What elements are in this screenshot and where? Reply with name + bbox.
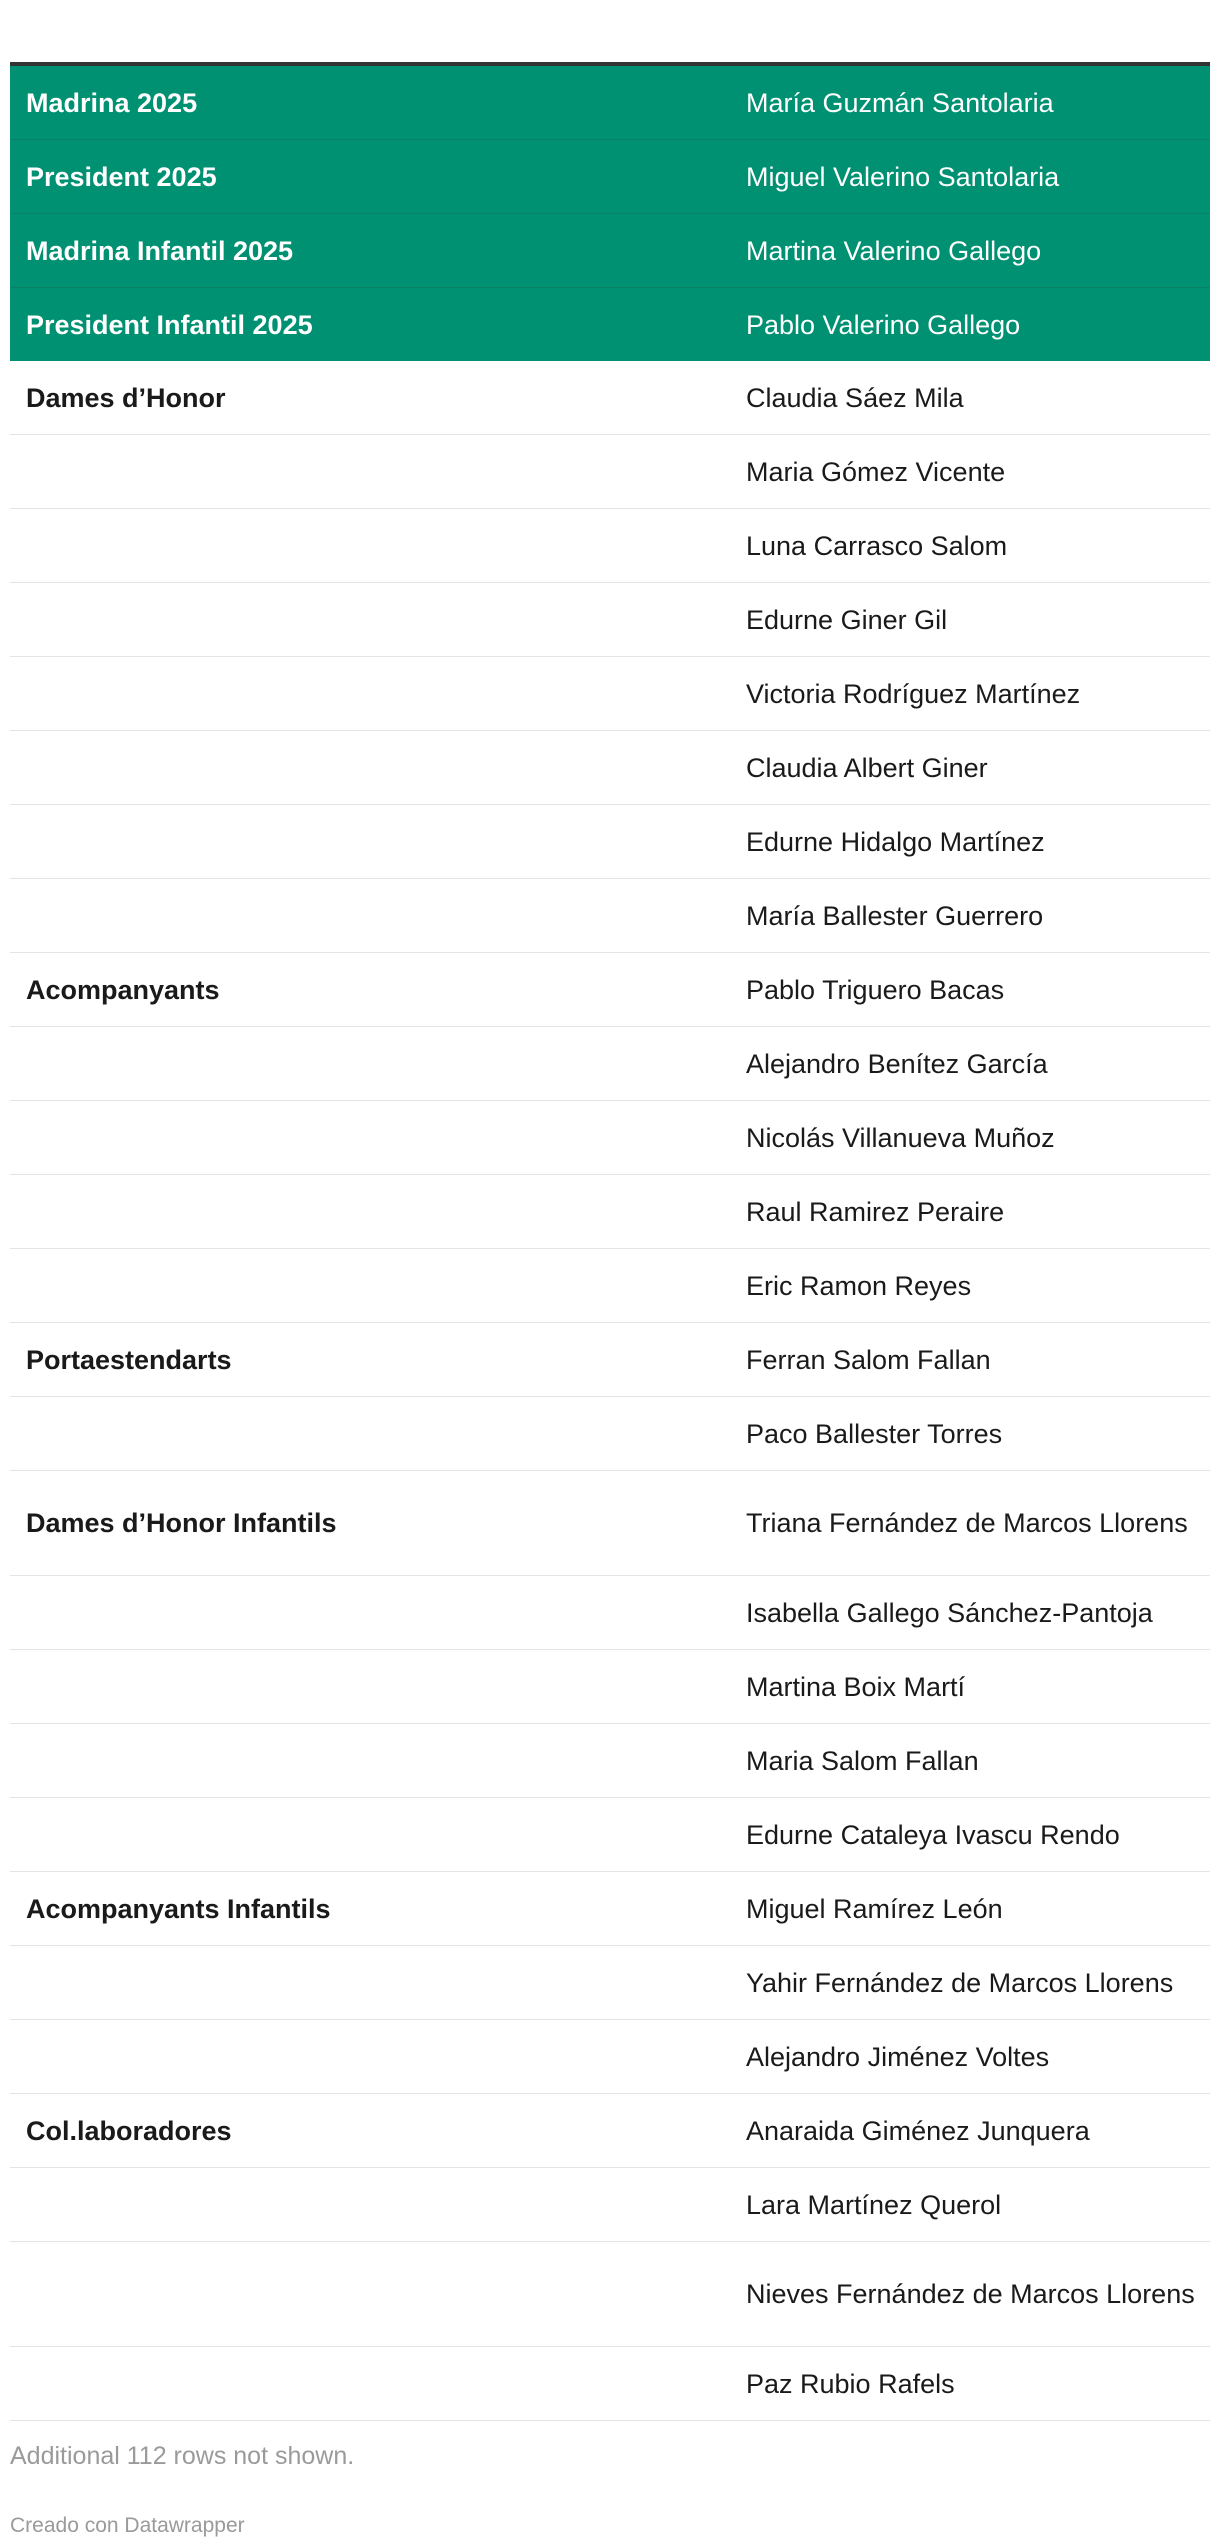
role-cell: President 2025: [10, 140, 730, 214]
roster-table: [10, 66, 1210, 2421]
role-cell: Acompanyants: [10, 953, 730, 1027]
role-cell: Madrina 2025: [10, 66, 730, 140]
table-row: [10, 2242, 1210, 2347]
role-cell: [10, 2347, 730, 2421]
role-cell: [10, 1946, 730, 2020]
name-cell: Nicolás Villanueva Muñoz: [730, 1101, 1210, 1175]
role-cell: [10, 805, 730, 879]
role-cell: [10, 2020, 730, 2094]
name-cell: Pablo Valerino Gallego: [730, 288, 1210, 362]
name-cell: Victoria Rodríguez Martínez: [730, 657, 1210, 731]
role-cell: Madrina Infantil 2025: [10, 214, 730, 288]
name-cell: Miguel Valerino Santolaria: [730, 140, 1210, 214]
table-row: [10, 583, 1210, 657]
role-cell: [10, 2242, 730, 2347]
name-cell: Alejandro Benítez García: [730, 1027, 1210, 1101]
name-cell: María Ballester Guerrero: [730, 879, 1210, 953]
role-cell: Acompanyants Infantils: [10, 1872, 730, 1946]
table-row: [10, 1872, 1210, 1946]
name-cell: Maria Gómez Vicente: [730, 435, 1210, 509]
table-row: [10, 1576, 1210, 1650]
table-row: [10, 361, 1210, 435]
name-cell: Alejandro Jiménez Voltes: [730, 2020, 1210, 2094]
role-cell: [10, 1798, 730, 1872]
roster-table-container: [10, 62, 1210, 2421]
name-cell: Edurne Giner Gil: [730, 583, 1210, 657]
roster-table-body: [10, 66, 1210, 2421]
table-row: [10, 1323, 1210, 1397]
role-cell: [10, 1249, 730, 1323]
role-cell: [10, 2168, 730, 2242]
name-cell: Paz Rubio Rafels: [730, 2347, 1210, 2421]
table-row: [10, 1798, 1210, 1872]
role-cell: [10, 583, 730, 657]
highlight-row: [10, 288, 1210, 362]
role-cell: [10, 1027, 730, 1101]
role-cell: [10, 1397, 730, 1471]
role-cell: [10, 1724, 730, 1798]
role-cell: [10, 509, 730, 583]
name-cell: Luna Carrasco Salom: [730, 509, 1210, 583]
highlight-row: [10, 66, 1210, 140]
name-cell: Raul Ramirez Peraire: [730, 1175, 1210, 1249]
name-cell: Ferran Salom Fallan: [730, 1323, 1210, 1397]
table-row: [10, 1249, 1210, 1323]
table-row: [10, 953, 1210, 1027]
table-row: [10, 879, 1210, 953]
name-cell: Yahir Fernández de Marcos Llorens: [730, 1946, 1210, 2020]
name-cell: Martina Valerino Gallego: [730, 214, 1210, 288]
datawrapper-credit: Creado con Datawrapper: [10, 2514, 245, 2537]
role-cell: [10, 657, 730, 731]
role-cell: [10, 731, 730, 805]
table-row: [10, 2020, 1210, 2094]
role-cell: [10, 1576, 730, 1650]
role-cell: [10, 1101, 730, 1175]
name-cell: Isabella Gallego Sánchez-Pantoja: [730, 1576, 1210, 1650]
name-cell: Edurne Hidalgo Martínez: [730, 805, 1210, 879]
name-cell: Edurne Cataleya Ivascu Rendo: [730, 1798, 1210, 1872]
name-cell: Claudia Albert Giner: [730, 731, 1210, 805]
table-row: [10, 805, 1210, 879]
role-cell: President Infantil 2025: [10, 288, 730, 362]
table-row: [10, 2347, 1210, 2421]
role-cell: Col.laboradores: [10, 2094, 730, 2168]
table-row: [10, 1724, 1210, 1798]
role-cell: [10, 1175, 730, 1249]
role-cell: [10, 1650, 730, 1724]
name-cell: Triana Fernández de Marcos Llorens: [730, 1471, 1210, 1576]
name-cell: Maria Salom Fallan: [730, 1724, 1210, 1798]
name-cell: Miguel Ramírez León: [730, 1872, 1210, 1946]
name-cell: Eric Ramon Reyes: [730, 1249, 1210, 1323]
role-cell: [10, 879, 730, 953]
highlight-row: [10, 140, 1210, 214]
table-row: [10, 1027, 1210, 1101]
role-cell: Dames d’Honor: [10, 361, 730, 435]
table-row: [10, 1175, 1210, 1249]
name-cell: Anaraida Giménez Junquera: [730, 2094, 1210, 2168]
table-row: [10, 2168, 1210, 2242]
name-cell: Claudia Sáez Mila: [730, 361, 1210, 435]
table-row: [10, 1946, 1210, 2020]
table-row: [10, 2094, 1210, 2168]
table-row: [10, 1397, 1210, 1471]
name-cell: Nieves Fernández de Marcos Llorens: [730, 2242, 1210, 2347]
table-row: [10, 1101, 1210, 1175]
name-cell: Lara Martínez Querol: [730, 2168, 1210, 2242]
table-row: [10, 731, 1210, 805]
role-cell: [10, 435, 730, 509]
table-row: [10, 657, 1210, 731]
name-cell: Martina Boix Martí: [730, 1650, 1210, 1724]
role-cell: Dames d’Honor Infantils: [10, 1471, 730, 1576]
role-cell: Portaestendarts: [10, 1323, 730, 1397]
name-cell: Paco Ballester Torres: [730, 1397, 1210, 1471]
table-row: [10, 509, 1210, 583]
rows-not-shown-note: Additional 112 rows not shown.: [10, 2442, 355, 2470]
highlight-row: [10, 214, 1210, 288]
table-row: [10, 1471, 1210, 1576]
name-cell: María Guzmán Santolaria: [730, 66, 1210, 140]
name-cell: Pablo Triguero Bacas: [730, 953, 1210, 1027]
table-row: [10, 1650, 1210, 1724]
table-row: [10, 435, 1210, 509]
